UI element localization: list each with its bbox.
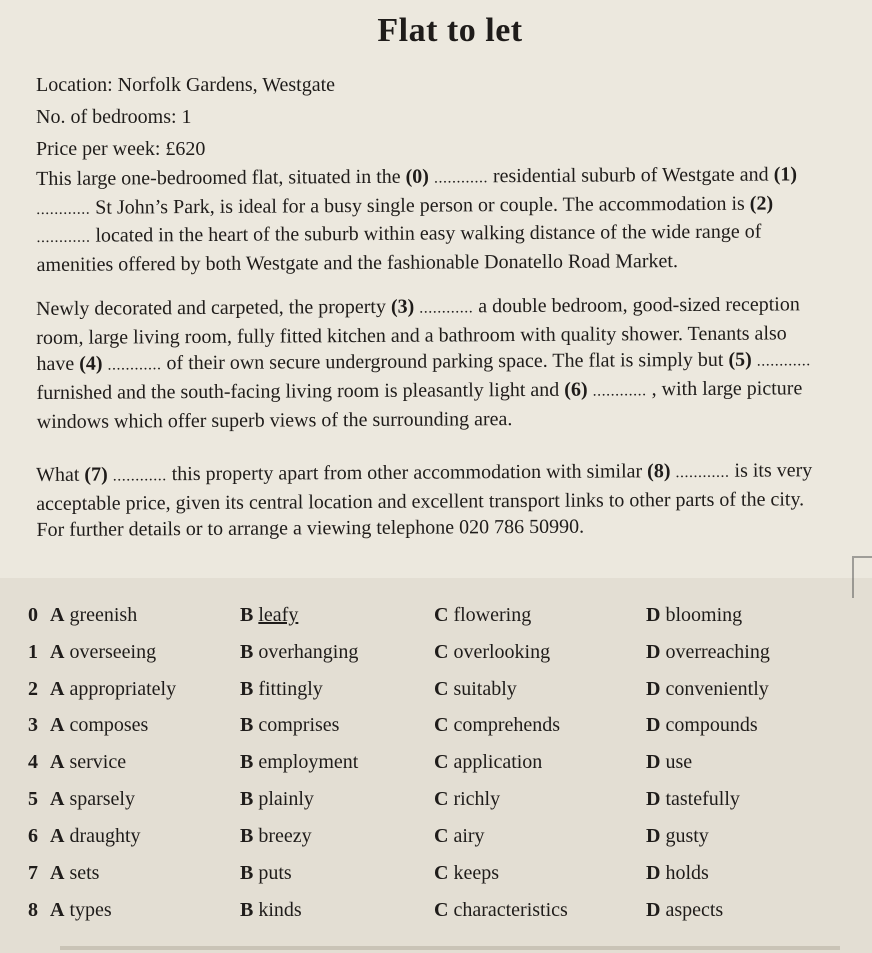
option-d[interactable]: gusty	[665, 825, 709, 847]
option-b[interactable]: breezy	[258, 825, 312, 847]
question-number: 2	[28, 678, 38, 700]
option-c[interactable]: suitably	[453, 678, 517, 700]
option-row-7	[28, 862, 868, 890]
option-d[interactable]: compounds	[665, 714, 758, 736]
page-bottom-edge	[60, 946, 840, 950]
option-b[interactable]: employment	[258, 751, 359, 773]
question-number: 0	[28, 604, 38, 626]
option-d[interactable]: tastefully	[665, 788, 740, 810]
option-row-3	[28, 714, 868, 742]
option-letter: A	[50, 825, 65, 847]
option-a[interactable]: types	[69, 899, 112, 921]
option-letter: B	[240, 862, 254, 884]
gap-blank: ............	[433, 169, 488, 187]
paragraph-3	[36, 457, 826, 544]
option-d[interactable]: holds	[665, 862, 709, 884]
option-letter: C	[434, 899, 449, 921]
option-letter: C	[434, 678, 449, 700]
option-a[interactable]: appropriately	[69, 678, 177, 700]
option-letter: C	[434, 825, 449, 847]
option-b[interactable]: overhanging	[258, 641, 359, 663]
option-letter: B	[240, 604, 254, 626]
option-letter: D	[646, 825, 661, 847]
price-line: Price per week: £620	[36, 138, 206, 160]
option-letter: A	[50, 751, 65, 773]
option-letter: B	[240, 899, 254, 921]
option-letter: B	[240, 788, 254, 810]
option-letter: D	[646, 751, 661, 773]
option-letter: B	[240, 678, 254, 700]
option-letter: D	[646, 862, 661, 884]
option-b[interactable]: puts	[258, 862, 292, 884]
option-row-6	[28, 825, 868, 853]
gap-blank: ............	[592, 382, 647, 400]
option-c[interactable]: flowering	[453, 604, 532, 626]
option-row-5	[28, 788, 868, 816]
option-letter: A	[50, 641, 65, 663]
gap-number-7: (7)	[84, 463, 108, 486]
option-letter: C	[434, 788, 449, 810]
question-number: 7	[28, 862, 38, 884]
option-letter: D	[646, 678, 661, 700]
question-number: 4	[28, 751, 38, 773]
option-d[interactable]: use	[665, 751, 693, 773]
option-letter: C	[434, 641, 449, 663]
option-letter: C	[434, 604, 449, 626]
location-line: Location: Norfolk Gardens, Westgate	[36, 74, 336, 96]
option-letter: C	[434, 714, 449, 736]
text-segment: a double bedroom, good-sized reception room, large living room, fully fitted kitchen and a bathroom with quality shower. Tenants also have	[36, 293, 800, 376]
question-number: 8	[28, 899, 38, 921]
option-letter: D	[646, 788, 661, 810]
gap-number-3: (3)	[390, 295, 415, 318]
option-b[interactable]: fittingly	[258, 678, 323, 700]
option-c[interactable]: characteristics	[453, 899, 568, 921]
text-segment: Newly decorated and carpeted, the property	[36, 295, 391, 320]
gap-number-0: (0)	[405, 165, 429, 188]
gap-blank: ............	[36, 200, 91, 218]
option-letter: D	[646, 604, 661, 626]
option-a[interactable]: overseeing	[69, 641, 157, 663]
gap-blank: ............	[756, 352, 811, 371]
option-c[interactable]: overlooking	[453, 641, 551, 663]
gap-blank: ............	[107, 356, 162, 374]
text-segment: of their own secure underground parking space. The flat is simply but	[161, 349, 729, 375]
option-row-1	[28, 641, 868, 669]
option-letter: A	[50, 678, 65, 700]
option-d[interactable]: blooming	[665, 604, 743, 626]
option-row-4	[28, 751, 868, 779]
option-c[interactable]: airy	[453, 825, 485, 847]
text-segment: This large one-bedroomed flat, situated in the	[36, 165, 406, 190]
option-letter: B	[240, 641, 254, 663]
option-d[interactable]: aspects	[665, 899, 724, 921]
option-letter: B	[240, 825, 254, 847]
gap-blank: ............	[419, 299, 474, 317]
gap-number-8: (8)	[647, 460, 671, 483]
page-title: Flat to let	[377, 12, 523, 49]
option-letter: A	[50, 899, 65, 921]
gap-number-6: (6)	[564, 378, 588, 401]
text-segment: this property apart from other accommodation with similar	[166, 460, 648, 486]
option-letter: A	[50, 788, 65, 810]
question-number: 3	[28, 714, 38, 736]
option-b[interactable]: plainly	[258, 788, 314, 810]
option-a[interactable]: greenish	[69, 604, 138, 626]
option-letter: B	[240, 751, 254, 773]
option-letter: D	[646, 714, 661, 736]
option-letter: A	[50, 714, 65, 736]
question-number: 1	[28, 641, 38, 663]
gap-blank: ............	[112, 467, 167, 485]
page-corner-mark	[852, 556, 872, 598]
gap-number-5: (5)	[728, 349, 752, 372]
paragraph-1	[36, 161, 827, 279]
question-number: 6	[28, 825, 38, 847]
option-letter: C	[434, 862, 449, 884]
option-letter: A	[50, 604, 65, 626]
option-row-2	[28, 678, 868, 706]
gap-blank: ............	[36, 229, 91, 247]
text-segment: , with large picture windows which offer superb views of the surrounding area.	[36, 377, 803, 433]
option-d[interactable]: overreaching	[665, 641, 770, 663]
option-letter: D	[646, 641, 661, 663]
paragraph-2	[36, 291, 827, 435]
option-c[interactable]: keeps	[453, 862, 499, 884]
option-letter: D	[646, 899, 661, 921]
option-c[interactable]: richly	[453, 788, 501, 810]
option-letter: B	[240, 714, 254, 736]
text-segment: is its very acceptable price, given its central location and excellent transport links to other parts of the city. For further details or to arrange a viewing telephone 020 786 50990.	[36, 459, 813, 542]
option-a[interactable]: sets	[69, 862, 100, 884]
text-segment: furnished and the south-facing living room is pleasantly light and	[36, 378, 565, 405]
gap-number-2: (2)	[749, 192, 774, 215]
gap-number-1: (1)	[773, 163, 798, 186]
question-number: 5	[28, 788, 38, 810]
option-letter: C	[434, 751, 449, 773]
option-a[interactable]: sparsely	[69, 788, 135, 810]
option-b[interactable]: comprises	[258, 714, 340, 736]
option-a[interactable]: service	[69, 751, 127, 773]
text-segment: What	[36, 463, 85, 486]
option-b[interactable]: kinds	[258, 899, 302, 921]
option-c[interactable]: application	[453, 751, 543, 773]
text-segment: located in the heart of the suburb within easy walking distance of the wide range of amenities offered by both Westgate and the fashionable Donatello Road Market.	[36, 220, 762, 277]
option-row-0	[28, 604, 868, 632]
bedrooms-line: No. of bedrooms: 1	[36, 106, 192, 128]
option-row-8	[28, 899, 868, 927]
option-letter: A	[50, 862, 65, 884]
gap-blank: ............	[675, 463, 730, 482]
option-a[interactable]: composes	[69, 714, 149, 736]
option-c[interactable]: comprehends	[453, 714, 561, 736]
option-d[interactable]: conveniently	[665, 678, 769, 700]
option-a[interactable]: draughty	[69, 825, 141, 847]
text-segment: St John’s Park, is ideal for a busy single person or couple. The accommodation is	[90, 192, 750, 219]
option-b[interactable]: leafy	[258, 604, 299, 626]
text-segment: residential suburb of Westgate and	[487, 163, 774, 188]
gap-number-4: (4)	[79, 353, 103, 376]
